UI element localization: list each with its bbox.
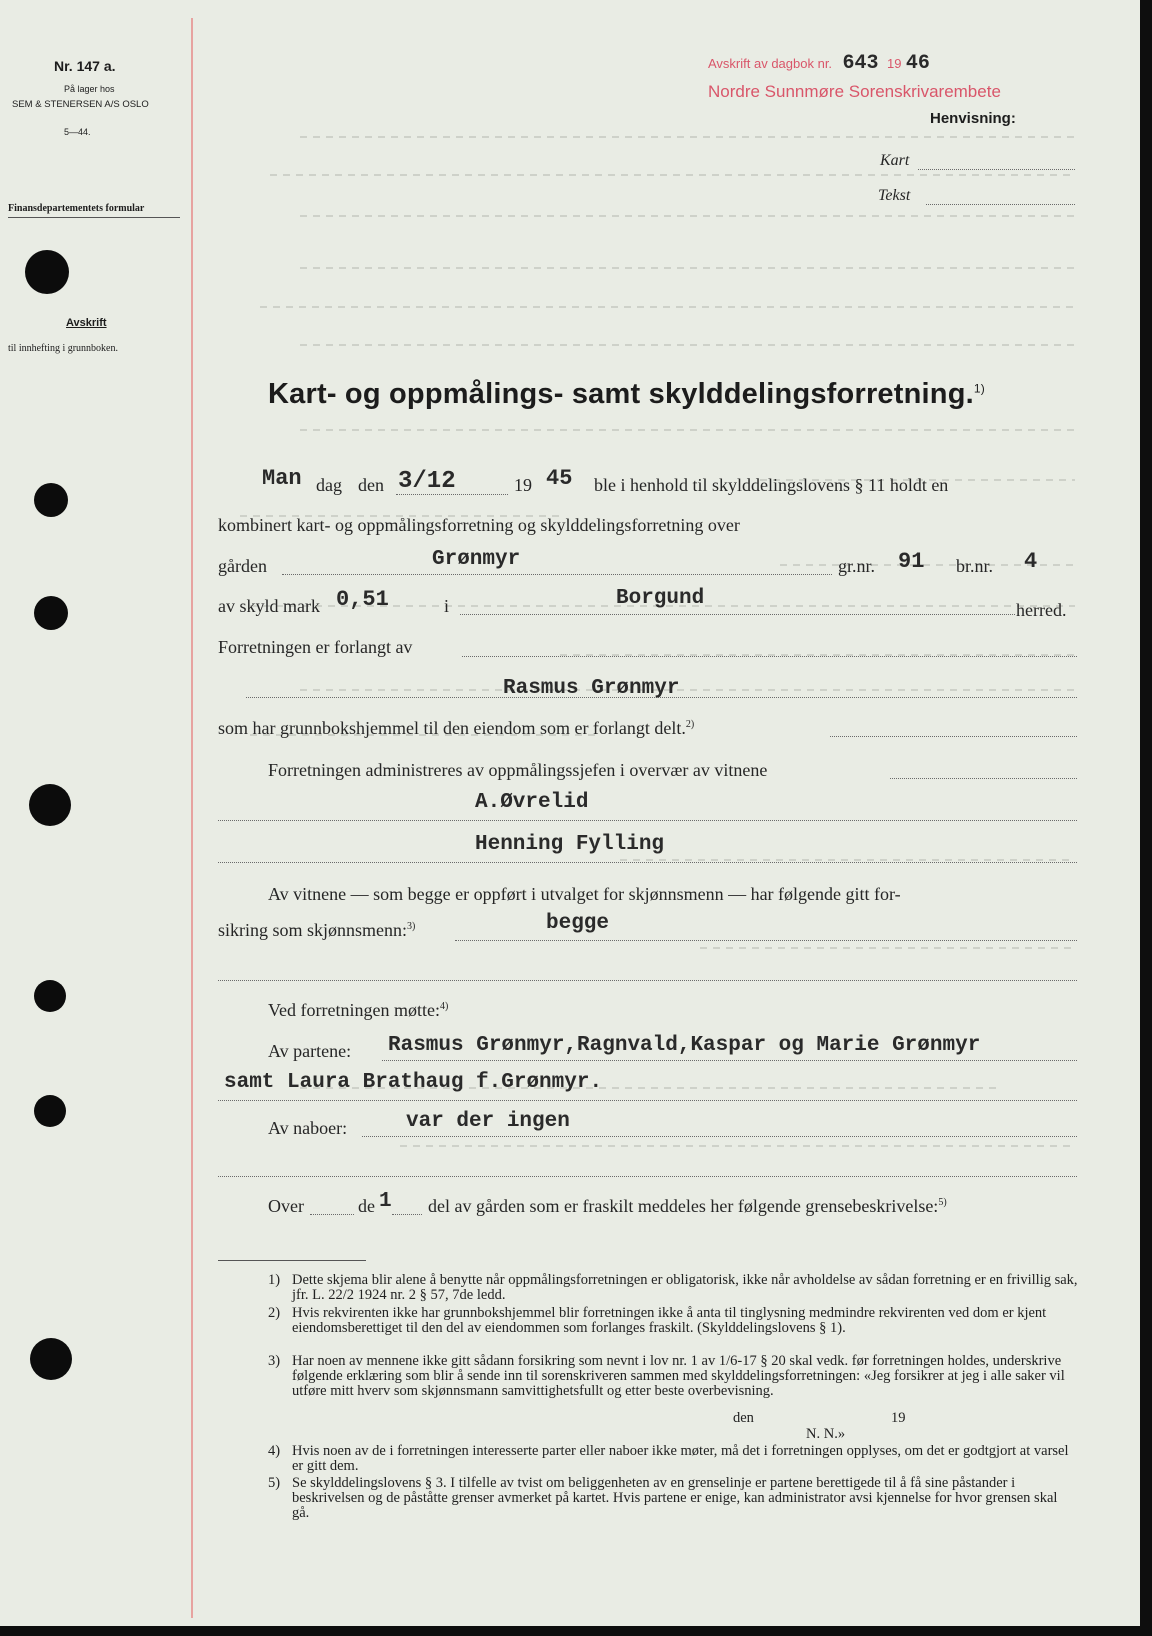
footnote-1 [268, 1273, 1078, 1303]
registry-stamp [708, 52, 930, 75]
kart-field[interactable] [918, 169, 1075, 170]
year-value[interactable]: 45 [546, 466, 573, 491]
footnote-2-mark: 2) [268, 1305, 281, 1321]
ministry-underline [8, 217, 180, 218]
over-field-2 [392, 1214, 422, 1215]
municipality-value[interactable]: Borgund [616, 587, 705, 610]
witness-field-2 [218, 862, 1077, 863]
herred-label: herred. [1016, 600, 1067, 620]
footnote-1-mark: 1) [268, 1272, 281, 1288]
footnote-3 [268, 1354, 1078, 1399]
oath-value[interactable]: begge [546, 912, 610, 935]
administreres-label: Forretningen administreres av oppmålingssjefen i overvær av vitnene [268, 760, 768, 780]
motte-text [268, 1000, 448, 1021]
footnote-5 [268, 1476, 1078, 1521]
requested-by-value[interactable]: Rasmus Grønmyr [503, 677, 680, 700]
year-prefix: 19 [514, 475, 532, 495]
document-title [268, 378, 985, 411]
ministry-form-label: Finansdepartementets formular [8, 203, 145, 214]
punch-hole [34, 483, 68, 517]
motte-note: 4) [439, 1001, 449, 1012]
copy-label: Avskrift [66, 317, 107, 329]
print-date: 5—44. [64, 127, 91, 137]
brnr-label: br.nr. [956, 556, 994, 576]
punch-hole [30, 1338, 72, 1380]
reference-heading: Henvisning: [930, 110, 1016, 127]
footnote-2-text: Hvis rekvirenten ikke har grunnbokshjemmel blir forretningen ikke å anta til tinglysning medmindre rekvirenten ved dom er kjent eiendomsberettiget til den del av eiendommen som forlanges fraskilt. (Skylddelingslovens § 1). [292, 1305, 1047, 1336]
garden-label: gården [218, 556, 267, 576]
del-short-label: de [358, 1196, 375, 1216]
form-number: Nr. 147 a. [54, 58, 116, 74]
skyld-value[interactable]: 0,51 [336, 587, 389, 612]
stamp-prefix: Avskrift av dagbok nr. [708, 56, 833, 71]
footnote-3-mark: 3) [268, 1353, 281, 1369]
punch-hole [29, 784, 71, 826]
neighbours-field-2 [218, 1176, 1077, 1177]
footnote-4 [268, 1444, 1078, 1474]
margin-rule [191, 18, 193, 1618]
grnr-value[interactable]: 91 [898, 549, 925, 574]
office-name: Nordre Sunnmøre Sorenskrivarembete [708, 82, 1001, 101]
witness-1-value[interactable]: A.Øvrelid [475, 791, 589, 814]
vitnene-label: sikring som skjønnsmenn: [218, 920, 408, 940]
naboer-label: Av naboer: [268, 1118, 348, 1138]
intro-rest: ble i henhold til skylddelingslovens § 11 holdt en [594, 475, 949, 495]
grunnbok-label: som har grunnbokshjemmel til den eiendom som er forlangt delt. [218, 718, 686, 738]
copy-purpose: til innhefting i grunnboken. [8, 343, 118, 354]
footnote-separator [218, 1260, 366, 1261]
parties-field-2 [218, 1100, 1077, 1101]
title-note: 1) [973, 381, 985, 396]
oath-year-prefix: 19 [891, 1410, 906, 1426]
over-rest-label: del av gården som er fraskilt meddeles her følgende grensebeskrivelse: [428, 1196, 939, 1216]
neighbours-value[interactable]: var der ingen [406, 1110, 570, 1133]
forlangt-label: Forretningen er forlangt av [218, 637, 413, 657]
over-field-1 [310, 1214, 354, 1215]
oath-field-2 [218, 980, 1077, 981]
over-note: 5) [938, 1197, 947, 1208]
den-label: den [358, 475, 384, 495]
grunnbok-field [830, 736, 1077, 737]
vitnene-line-2 [218, 920, 415, 941]
grnr-label: gr.nr. [838, 556, 876, 576]
punch-hole [34, 980, 66, 1012]
footnote-1-text: Dette skjema blir alene å benytte når oppmålingsforretningen er obligatorisk, ikke når avholdelse av sådan forretning er en frivillig sak, jfr. L. 22/2 1924 nr. 2 § 57, 7de ledd. [292, 1272, 1078, 1303]
publisher-line-1: På lager hos [64, 84, 115, 94]
oath-den-label: den [733, 1410, 754, 1426]
farm-value[interactable]: Grønmyr [432, 548, 521, 571]
over-label: Over [268, 1196, 304, 1216]
brnr-value[interactable]: 4 [1024, 549, 1038, 574]
tekst-label: Tekst [878, 187, 911, 204]
stamp-year-prefix: 19 [886, 56, 902, 71]
vitnene-note: 3) [407, 921, 416, 932]
over-rest [428, 1196, 947, 1217]
footnote-4-mark: 4) [268, 1443, 281, 1459]
partene-label: Av partene: [268, 1041, 352, 1061]
forlangt-field-1 [462, 656, 1077, 657]
footnote-5-mark: 5) [268, 1475, 281, 1491]
tekst-field[interactable] [926, 204, 1075, 205]
footnote-2 [268, 1306, 1078, 1336]
farm-field [282, 574, 832, 575]
municipality-field [460, 614, 1015, 615]
footnote-4-text: Hvis noen av de i forretningen interesserte parter eller naboer ikke møter, må det i forretningen opplyses, om det er godtgjort at varsel er gitt dem. [292, 1443, 1069, 1474]
parties-field-1 [382, 1060, 1077, 1061]
parties-line-1[interactable]: Rasmus Grønmyr,Ragnvald,Kaspar og Marie Grønmyr [388, 1034, 981, 1057]
dagbok-number: 643 [842, 52, 879, 75]
motte-label: Ved forretningen møtte: [268, 1000, 440, 1020]
footnote-3-text: Har noen av mennene ikke gitt sådann forsikring som nevnt i lov nr. 1 av 1/6-17 § 20 skal vedk. før forretningen holdes, underskrive følgende erklæring som blir å sende inn til sorenskriveren sammen med skylddelingsforretningen: «Jeg forsikrer at jeg i alle saker vil utføre mitt hverv som skjønnsmann samvittighetsfullt og etter beste overbevisning. [292, 1353, 1065, 1399]
kart-label: Kart [880, 152, 910, 169]
oath-nn: N. N.» [806, 1426, 846, 1442]
punch-hole [34, 1095, 66, 1127]
date-value[interactable]: 3/12 [398, 468, 456, 495]
dag-label: dag [316, 475, 342, 495]
parties-line-2[interactable]: samt Laura Brathaug f.Grønmyr. [224, 1071, 603, 1094]
neighbours-field-1 [362, 1136, 1077, 1137]
witness-field-0 [890, 778, 1077, 779]
title-text: Kart- og oppmålings- samt skylddelingsforretning. [268, 378, 974, 410]
skyld-label: av skyld mark [218, 596, 320, 616]
punch-hole [25, 250, 69, 294]
witness-field-1 [218, 820, 1077, 821]
publisher-line-2: SEM & STENERSEN A/S OSLO [12, 99, 149, 110]
stamp-year: 46 [905, 52, 930, 75]
date-field [396, 494, 508, 495]
footnote-5-text: Se skylddelingslovens § 3. I tilfelle av tvist om beliggenheten av en grenselinje er partene berettigede til å få sine påstander i beskrivelsen og de påståtte grenser avmerket på kartet. Hvis partene er enige, kan administrator avsi kjennelse for hvor grensen skal gå. [292, 1475, 1058, 1521]
punch-hole [34, 596, 68, 630]
i-label: i [444, 596, 450, 616]
witness-2-value[interactable]: Henning Fylling [475, 833, 665, 856]
intro-line-2: kombinert kart- og oppmålingsforretning og skylddelingsforretning over [218, 515, 740, 535]
vitnene-line-1: Av vitnene — som begge er oppført i utvalget for skjønnsmenn — har følgende gitt for- [268, 884, 901, 904]
oath-field-1 [455, 940, 1077, 941]
grunnbok-text [218, 718, 694, 739]
part-number-value[interactable]: 1 [379, 1190, 392, 1213]
weekday-value[interactable]: Man [262, 466, 302, 491]
grunnbok-note: 2) [685, 719, 695, 730]
